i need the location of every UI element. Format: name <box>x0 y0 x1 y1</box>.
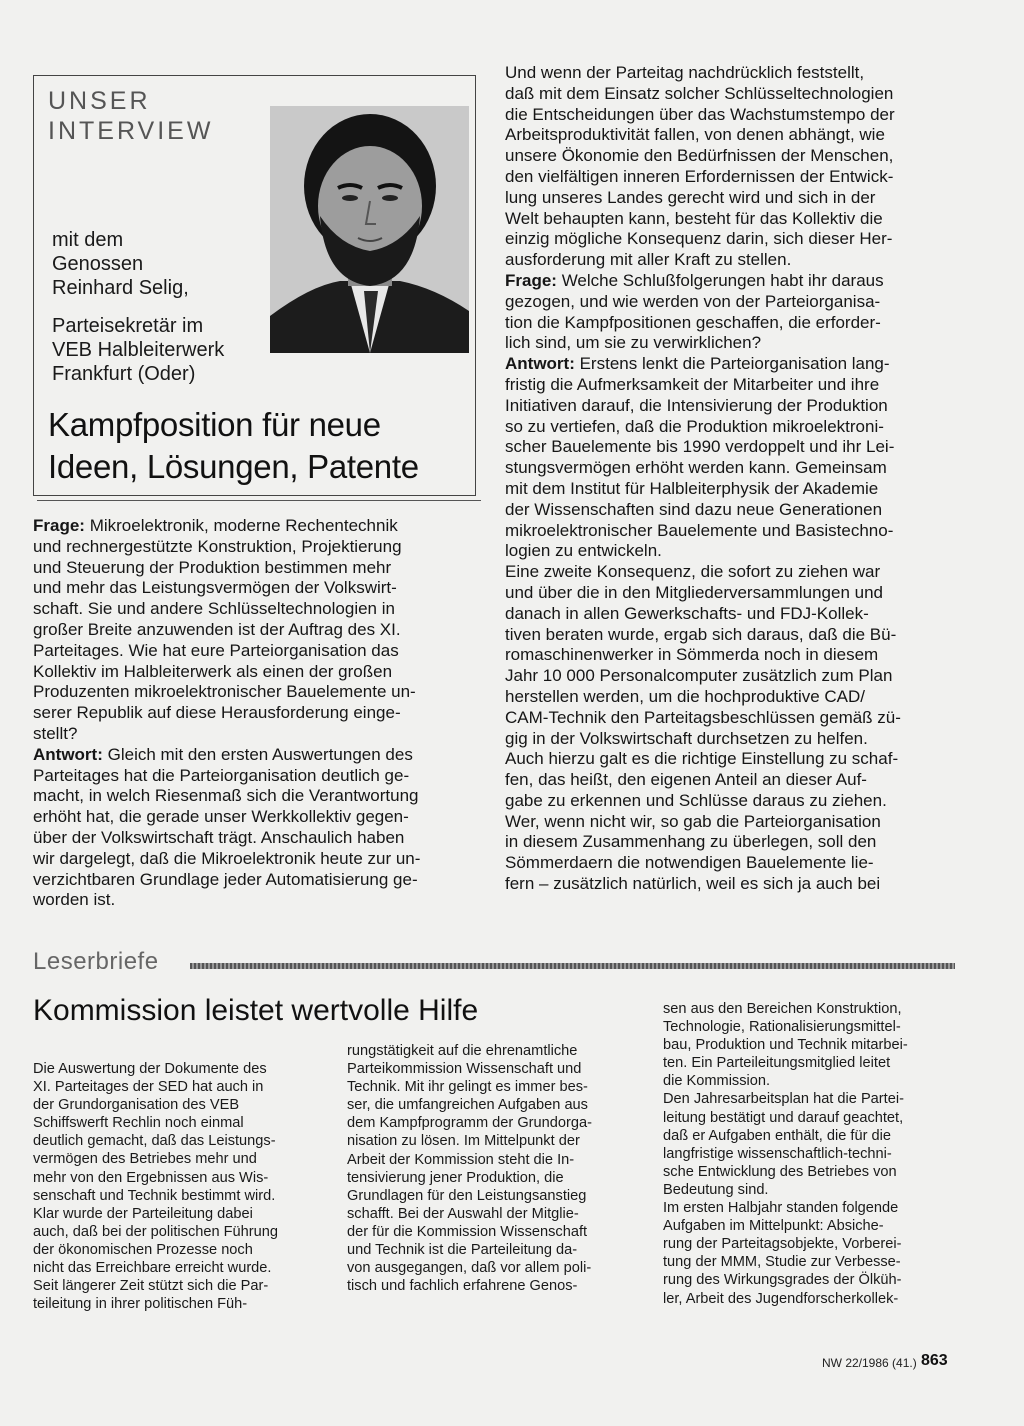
text-line: danach in allen Gewerkschafts- und FDJ-Kollek- <box>505 603 869 623</box>
text-line: CAM-Technik den Parteitagsbeschlüssen gemäß zü- <box>505 707 901 727</box>
headline-line: Ideen, Lösungen, Patente <box>48 448 419 485</box>
text-line: rungstätigkeit auf die ehrenamtliche <box>347 1043 578 1059</box>
text-line: wir dargelegt, daß die Mikroelektronik heute zur un- <box>33 848 421 868</box>
text-line: Parteitages. Wie hat eure Parteiorganisation das <box>33 640 399 660</box>
text-line: stungsvermögen erhöht werden kann. Gemeinsam <box>505 458 887 478</box>
text-line: herstellen werden, um die hochproduktive CAD/ <box>505 686 866 706</box>
text-line: Sömmerdaern die notwendigen Bauelemente lie- <box>505 853 874 873</box>
text-line: der Wissenschaften sind dazu neue Generationen <box>505 499 883 519</box>
text-line: worden ist. <box>33 890 116 910</box>
interview-left-column <box>33 516 480 911</box>
intro-line: mit dem <box>52 229 124 251</box>
page-number: 863 <box>921 1352 948 1369</box>
text-line: fern – zusätzlich natürlich, weil es sich ja auch bei <box>505 874 881 894</box>
text-line: Antwort: Gleich mit den ersten Auswertungen des <box>33 744 413 764</box>
text-line: rung der Parteitagsobjekte, Vorberei- <box>663 1236 902 1253</box>
text-line: lung unseres Landes gerecht wird und sich in der <box>505 187 876 207</box>
text-line: nisation zu lösen. Im Mittelpunkt der <box>347 1133 580 1150</box>
interviewee-info <box>52 228 224 386</box>
text-line: langfristige wissenschaftlich-techni- <box>663 1145 892 1162</box>
text-line: logien zu entwickeln. <box>505 541 662 561</box>
text-line: die Kommission. <box>663 1073 771 1090</box>
text-line: Arbeit der Kommission steht die In- <box>347 1151 575 1168</box>
text-line: senschaft und Technik bestimmt wird. <box>33 1187 276 1204</box>
text-line: Frage: Mikroelektronik, moderne Rechentechnik <box>33 516 398 535</box>
text-line: ser, die umfangreichen Aufgaben aus <box>347 1097 588 1114</box>
text-line: scher Bauelemente bis 1990 verdoppelt und ihr Lei- <box>505 437 895 457</box>
text-line: tung der MMM, Studie zur Verbesse- <box>663 1254 901 1271</box>
text-line: rung des Wirkungsgrades der Ölküh- <box>663 1272 902 1289</box>
text-line: gezogen, und wie werden von der Parteiorganisa- <box>505 291 881 311</box>
text-line: und Technik ist die Parteileitung da- <box>347 1242 578 1259</box>
section-label: Leserbriefe <box>33 948 159 975</box>
text-line: Schiffswerft Rechlin noch einmal <box>33 1115 244 1132</box>
text-line: Eine zweite Konsequenz, die sofort zu ziehen war <box>505 562 881 582</box>
text-line: ausforderung mit aller Kraft zu stellen. <box>505 250 792 270</box>
text-line: Initiativen darauf, die Intensivierung der Produktion <box>505 395 888 415</box>
text-line: und rechnergestützte Konstruktion, Projektierung <box>33 536 402 556</box>
text-fragment: Mikroelektronik, moderne Rechentechnik <box>89 516 398 535</box>
text-line: die Entscheidungen über das Wachstumstempo der <box>505 104 895 124</box>
text-line: Den Jahresarbeitsplan hat die Partei- <box>663 1091 904 1108</box>
text-line: macht, in welch Riesenmaß sich die Verantwortung <box>33 786 419 806</box>
text-line: Wer, wenn nicht wir, so gab die Parteiorganisation <box>505 811 881 831</box>
text-line: Kollektiv im Halbleiterwerk als einen der großen <box>33 661 393 681</box>
text-line: stellt? <box>33 723 78 743</box>
text-line: der für die Kommission Wissenschaft <box>347 1223 588 1240</box>
text-line: in diesem Zusammenhang zu überlegen, soll den <box>505 832 877 852</box>
text-line: leitung bestätigt und darauf geachtet, <box>663 1109 904 1126</box>
text-line: den vielfältigen inneren Erfordernissen der Entwick- <box>505 166 894 186</box>
headline-line: Kampfposition für neue <box>48 406 381 443</box>
text-fragment: Erstens lenkt die Parteiorganisation lang- <box>579 354 890 374</box>
text-line: vermögen des Betriebes mehr und <box>33 1151 257 1168</box>
text-line: und Steuerung der Produktion bestimmen mehr <box>33 557 392 577</box>
text-line: lich sind, um sie zu verwirklichen? <box>505 333 762 353</box>
section-rule <box>190 963 955 969</box>
text-line: romaschinenwerker in Sömmerda noch in diesem <box>505 645 879 665</box>
text-line: schafft. Bei der Auswahl der Mitglie- <box>347 1205 579 1222</box>
interview-right-column <box>505 63 957 895</box>
text-line: Und wenn der Parteitag nachdrücklich feststellt, <box>505 63 865 82</box>
issue-number: NW 22/1986 (41.) <box>822 1356 917 1370</box>
text-line: der Grundorganisation des VEB <box>33 1097 240 1114</box>
text-line: Parteitages hat die Parteiorganisation deutlich ge- <box>33 765 410 785</box>
text-line: Grundlagen für den Leistungsanstieg <box>347 1187 587 1204</box>
letter-column-3 <box>663 1000 955 1308</box>
text-line: Welt behaupten kann, besteht für das Kollektiv die <box>505 208 883 228</box>
text-line: tensivierung jener Produktion, die <box>347 1169 564 1186</box>
text-line: fristig die Aufmerksamkeit der Mitarbeiter und ihre <box>505 374 880 394</box>
text-line: Klar wurde der Parteileitung dabei <box>33 1205 253 1222</box>
text-line: teileitung in ihrer politischen Füh- <box>33 1296 248 1313</box>
text-line: gabe zu erkennen und Schlüsse daraus zu ziehen. <box>505 790 887 810</box>
text-line: Jahr 10 000 Personalcomputer zusätzlich zum Plan <box>505 666 893 686</box>
interview-kicker <box>48 86 213 146</box>
text-line: bau, Produktion und Technik mitarbei- <box>663 1037 908 1054</box>
text-line: sen aus den Bereichen Konstruktion, <box>663 1001 902 1017</box>
kicker-line: UNSER <box>48 87 151 115</box>
text-line: Bedeutung sind. <box>663 1181 769 1198</box>
text-line: deutlich gemacht, daß das Leistungs- <box>33 1133 276 1150</box>
letter-column-2 <box>347 1042 639 1295</box>
intro-line: Genossen <box>52 253 144 275</box>
text-line: Produzenten mikroelektronischer Bauelemente un- <box>33 682 416 702</box>
text-line: mikroelektronischer Bauelemente und Basistechno- <box>505 520 894 540</box>
text-line: dem Kampfprogramm der Grundorga- <box>347 1115 592 1132</box>
text-line: mehr von den Ergebnissen aus Wis- <box>33 1169 269 1186</box>
interview-box <box>33 75 476 496</box>
text-line: Die Auswertung der Dokumente des <box>33 1061 267 1077</box>
text-line: tisch und fachlich erfahrene Genos- <box>347 1278 578 1295</box>
text-line: und mehr das Leistungsvermögen der Volkswirt- <box>33 578 397 598</box>
text-line: daß mit dem Einsatz solcher Schlüsseltechnologien <box>505 83 894 103</box>
text-line: Frage: Welche Schlußfolgerungen habt ihr daraus <box>505 270 884 290</box>
text-line: schaft. Sie und andere Schlüsseltechnologien in <box>33 599 395 619</box>
text-line: Parteikommission Wissenschaft und <box>347 1061 582 1078</box>
text-line: sche Entwicklung des Betriebes von <box>663 1163 897 1180</box>
text-line: daß er Aufgaben enthält, die für die <box>663 1127 891 1144</box>
text-line: Im ersten Halbjahr standen folgende <box>663 1200 899 1217</box>
letter-column-1 <box>33 1060 323 1313</box>
text-line: von ausgegangen, daß vor allem poli- <box>347 1260 592 1277</box>
text-line: Antwort: Erstens lenkt die Parteiorganisation lang- <box>505 354 890 374</box>
role-line: VEB Halbleiterwerk <box>52 339 225 361</box>
text-line: Aufgaben im Mittelpunkt: Absiche- <box>663 1218 884 1235</box>
kicker-line: INTERVIEW <box>48 117 214 145</box>
text-line: Arbeitsproduktivität fallen, von denen abhängt, wie <box>505 125 885 145</box>
text-line: ler, Arbeit des Jugendforscherkollek- <box>663 1290 899 1307</box>
role-line: Frankfurt (Oder) <box>52 363 196 385</box>
portrait-photo <box>270 106 469 353</box>
text-line: auch, daß bei der politischen Führung <box>33 1223 279 1240</box>
text-line: Technologie, Rationalisierungsmittel- <box>663 1019 901 1036</box>
text-line: und über die in den Mitgliederversammlungen und <box>505 582 884 602</box>
text-fragment: Welche Schlußfolgerungen habt ihr daraus <box>561 270 884 290</box>
text-line: tiven beraten wurde, ergab sich daraus, daß die Bü- <box>505 624 897 644</box>
text-line: serer Republik auf diese Herausforderung einge- <box>33 703 401 723</box>
text-line: so zu vertiefen, daß die Produktion mikroelektroni- <box>505 416 884 436</box>
text-line: nicht das Erreichbare erreicht wurde. <box>33 1260 272 1277</box>
text-line: gig in der Volkswirtschaft durchsetzen zu helfen. <box>505 728 868 748</box>
text-line: mit dem Institut für Halbleiterphysik der Akademie <box>505 478 879 498</box>
text-fragment: Gleich mit den ersten Auswertungen des <box>107 744 413 764</box>
text-line: Technik. Mit ihr gelingt es immer bes- <box>347 1079 588 1096</box>
text-line: erhöht hat, die gerade unser Werkkollektiv gegen- <box>33 807 409 827</box>
text-line: einzig mögliche Konsequenz darin, sich dieser Her- <box>505 229 893 249</box>
letter-title: Kommission leistet wertvolle Hilfe <box>33 994 479 1027</box>
text-line: unsere Ökonomie den Bedürfnissen der Menschen, <box>505 146 894 166</box>
text-line: Auch hierzu galt es die richtige Einstellung zu schaf- <box>505 749 899 769</box>
text-line: der ökonomischen Prozesse noch <box>33 1241 253 1258</box>
text-line: XI. Parteitages der SED hat auch in <box>33 1079 264 1096</box>
text-line: tion die Kampfpositionen geschaffen, die erforder- <box>505 312 881 332</box>
intro-line: Reinhard Selig, <box>52 277 189 299</box>
text-line: Seit längerer Zeit stützt sich die Par- <box>33 1278 269 1295</box>
text-line: ten. Ein Parteileitungsmitglied leitet <box>663 1055 891 1072</box>
text-line: über der Volkswirtschaft trägt. Anschaulich haben <box>33 827 405 847</box>
text-line: großer Breite anzuwenden ist der Auftrag des XI. <box>33 619 401 639</box>
role-line: Parteisekretär im <box>52 315 204 337</box>
interview-headline <box>48 404 419 488</box>
text-line: fen, das heißt, den eigenen Anteil an dieser Auf- <box>505 770 867 790</box>
text-line: verzichtbaren Grundlage jeder Automatisierung ge- <box>33 869 418 889</box>
